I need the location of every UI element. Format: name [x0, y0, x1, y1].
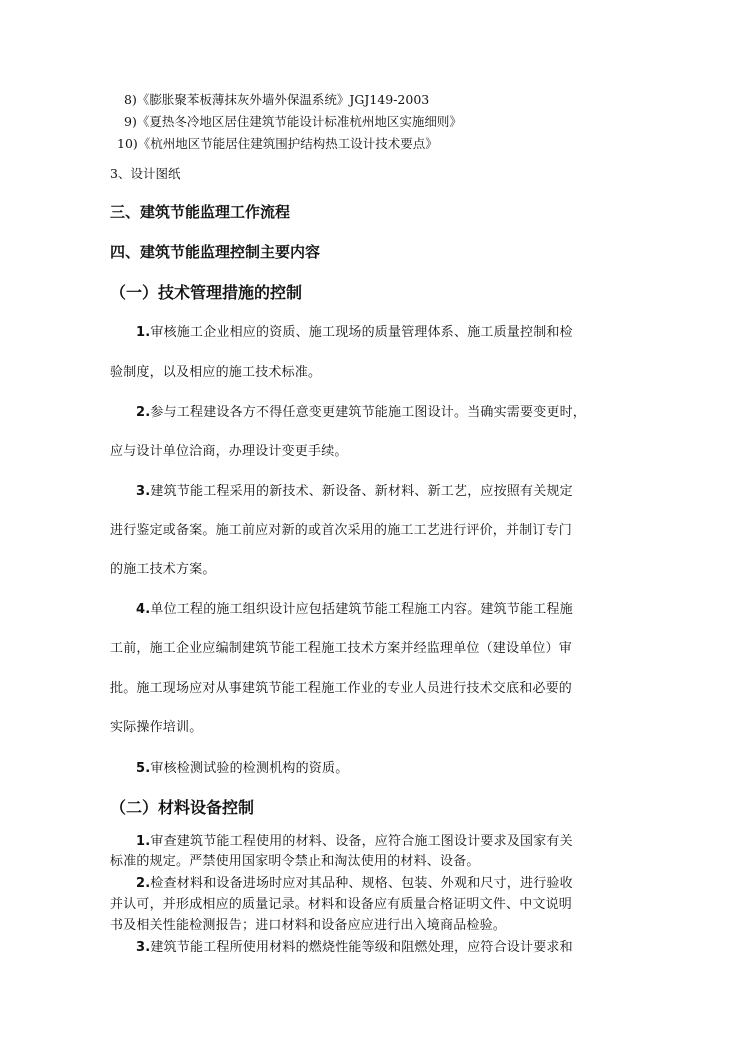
section-3-title: 三、建筑节能监理工作流程 [110, 203, 291, 221]
paragraph-line: 验制度，以及相应的施工技术标准。 [110, 365, 322, 380]
paragraph-line: 应与设计单位洽商，办理设计变更手续。 [110, 444, 348, 459]
paragraph-line: 并认可，并形成相应的质量记录。材料和设备应有质量合格证明文件、中文说明 [110, 897, 573, 912]
paragraph-line: 的施工技术方案。 [110, 562, 216, 577]
paragraph-line: 2.检查材料和设备进场时应对其品种、规格、包装、外观和尺寸，进行验收 [136, 876, 573, 891]
item-3-design-drawings: 3、设计图纸 [110, 166, 181, 181]
paragraph-number: 3. [136, 940, 151, 955]
paragraph-line: 5.审核检测试验的检测机构的资质。 [136, 761, 349, 776]
paragraph-number: 1. [136, 834, 151, 849]
paragraph-line: 实际操作培训。 [110, 720, 203, 735]
subsection-2-title: （二）材料设备控制 [110, 798, 255, 817]
paragraph-line: 2.参与工程建设各方不得任意变更建筑节能施工图设计。当确实需要变更时， [136, 405, 586, 420]
paragraph-line: 工前，施工企业应编制建筑节能工程施工技术方案并经监理单位（建设单位）审 [110, 641, 573, 656]
paragraph-line: 标准的规定。严禁使用国家明令禁止和淘汰使用的材料、设备。 [110, 854, 480, 869]
paragraph-line: 3.建筑节能工程采用的新技术、新设备、新材料、新工艺，应按照有关规定 [136, 484, 573, 499]
paragraph-number: 2. [136, 405, 151, 420]
paragraph-number: 1. [136, 325, 151, 340]
paragraph-line: 进行鉴定或备案。施工前应对新的或首次采用的施工工艺进行评价，并制订专门 [110, 523, 573, 538]
paragraph-number: 4. [136, 602, 151, 617]
paragraph-line: 批。施工现场应对从事建筑节能工程施工作业的专业人员进行技术交底和必要的 [110, 681, 573, 696]
reference-8: 8)《膨胀聚苯板薄抹灰外墙外保温系统》JGJ149-2003 [124, 92, 430, 107]
paragraph-line: 1.审核施工企业相应的资质、施工现场的质量管理体系、施工质量控制和检 [136, 325, 573, 340]
paragraph-number: 3. [136, 484, 151, 499]
subsection-1-title: （一）技术管理措施的控制 [110, 283, 303, 302]
reference-10: 10)《杭州地区节能居住建筑围护结构热工设计技术要点》 [117, 136, 438, 151]
section-4-title: 四、建筑节能监理控制主要内容 [110, 243, 321, 261]
paragraph-line: 书及相关性能检测报告；进口材料和设备应应进行出入境商品检验。 [110, 918, 507, 933]
paragraph-line: 3.建筑节能工程所使用材料的燃烧性能等级和阻燃处理，应符合设计要求和 [136, 940, 573, 955]
paragraph-number: 5. [136, 761, 151, 776]
paragraph-line: 1.审查建筑节能工程使用的材料、设备，应符合施工图设计要求及国家有关 [136, 834, 573, 849]
paragraph-line: 4.单位工程的施工组织设计应包括建筑节能工程施工内容。建筑节能工程施 [136, 602, 573, 617]
paragraph-number: 2. [136, 876, 151, 891]
reference-9: 9)《夏热冬冷地区居住建筑节能设计标准杭州地区实施细则》 [124, 114, 462, 129]
